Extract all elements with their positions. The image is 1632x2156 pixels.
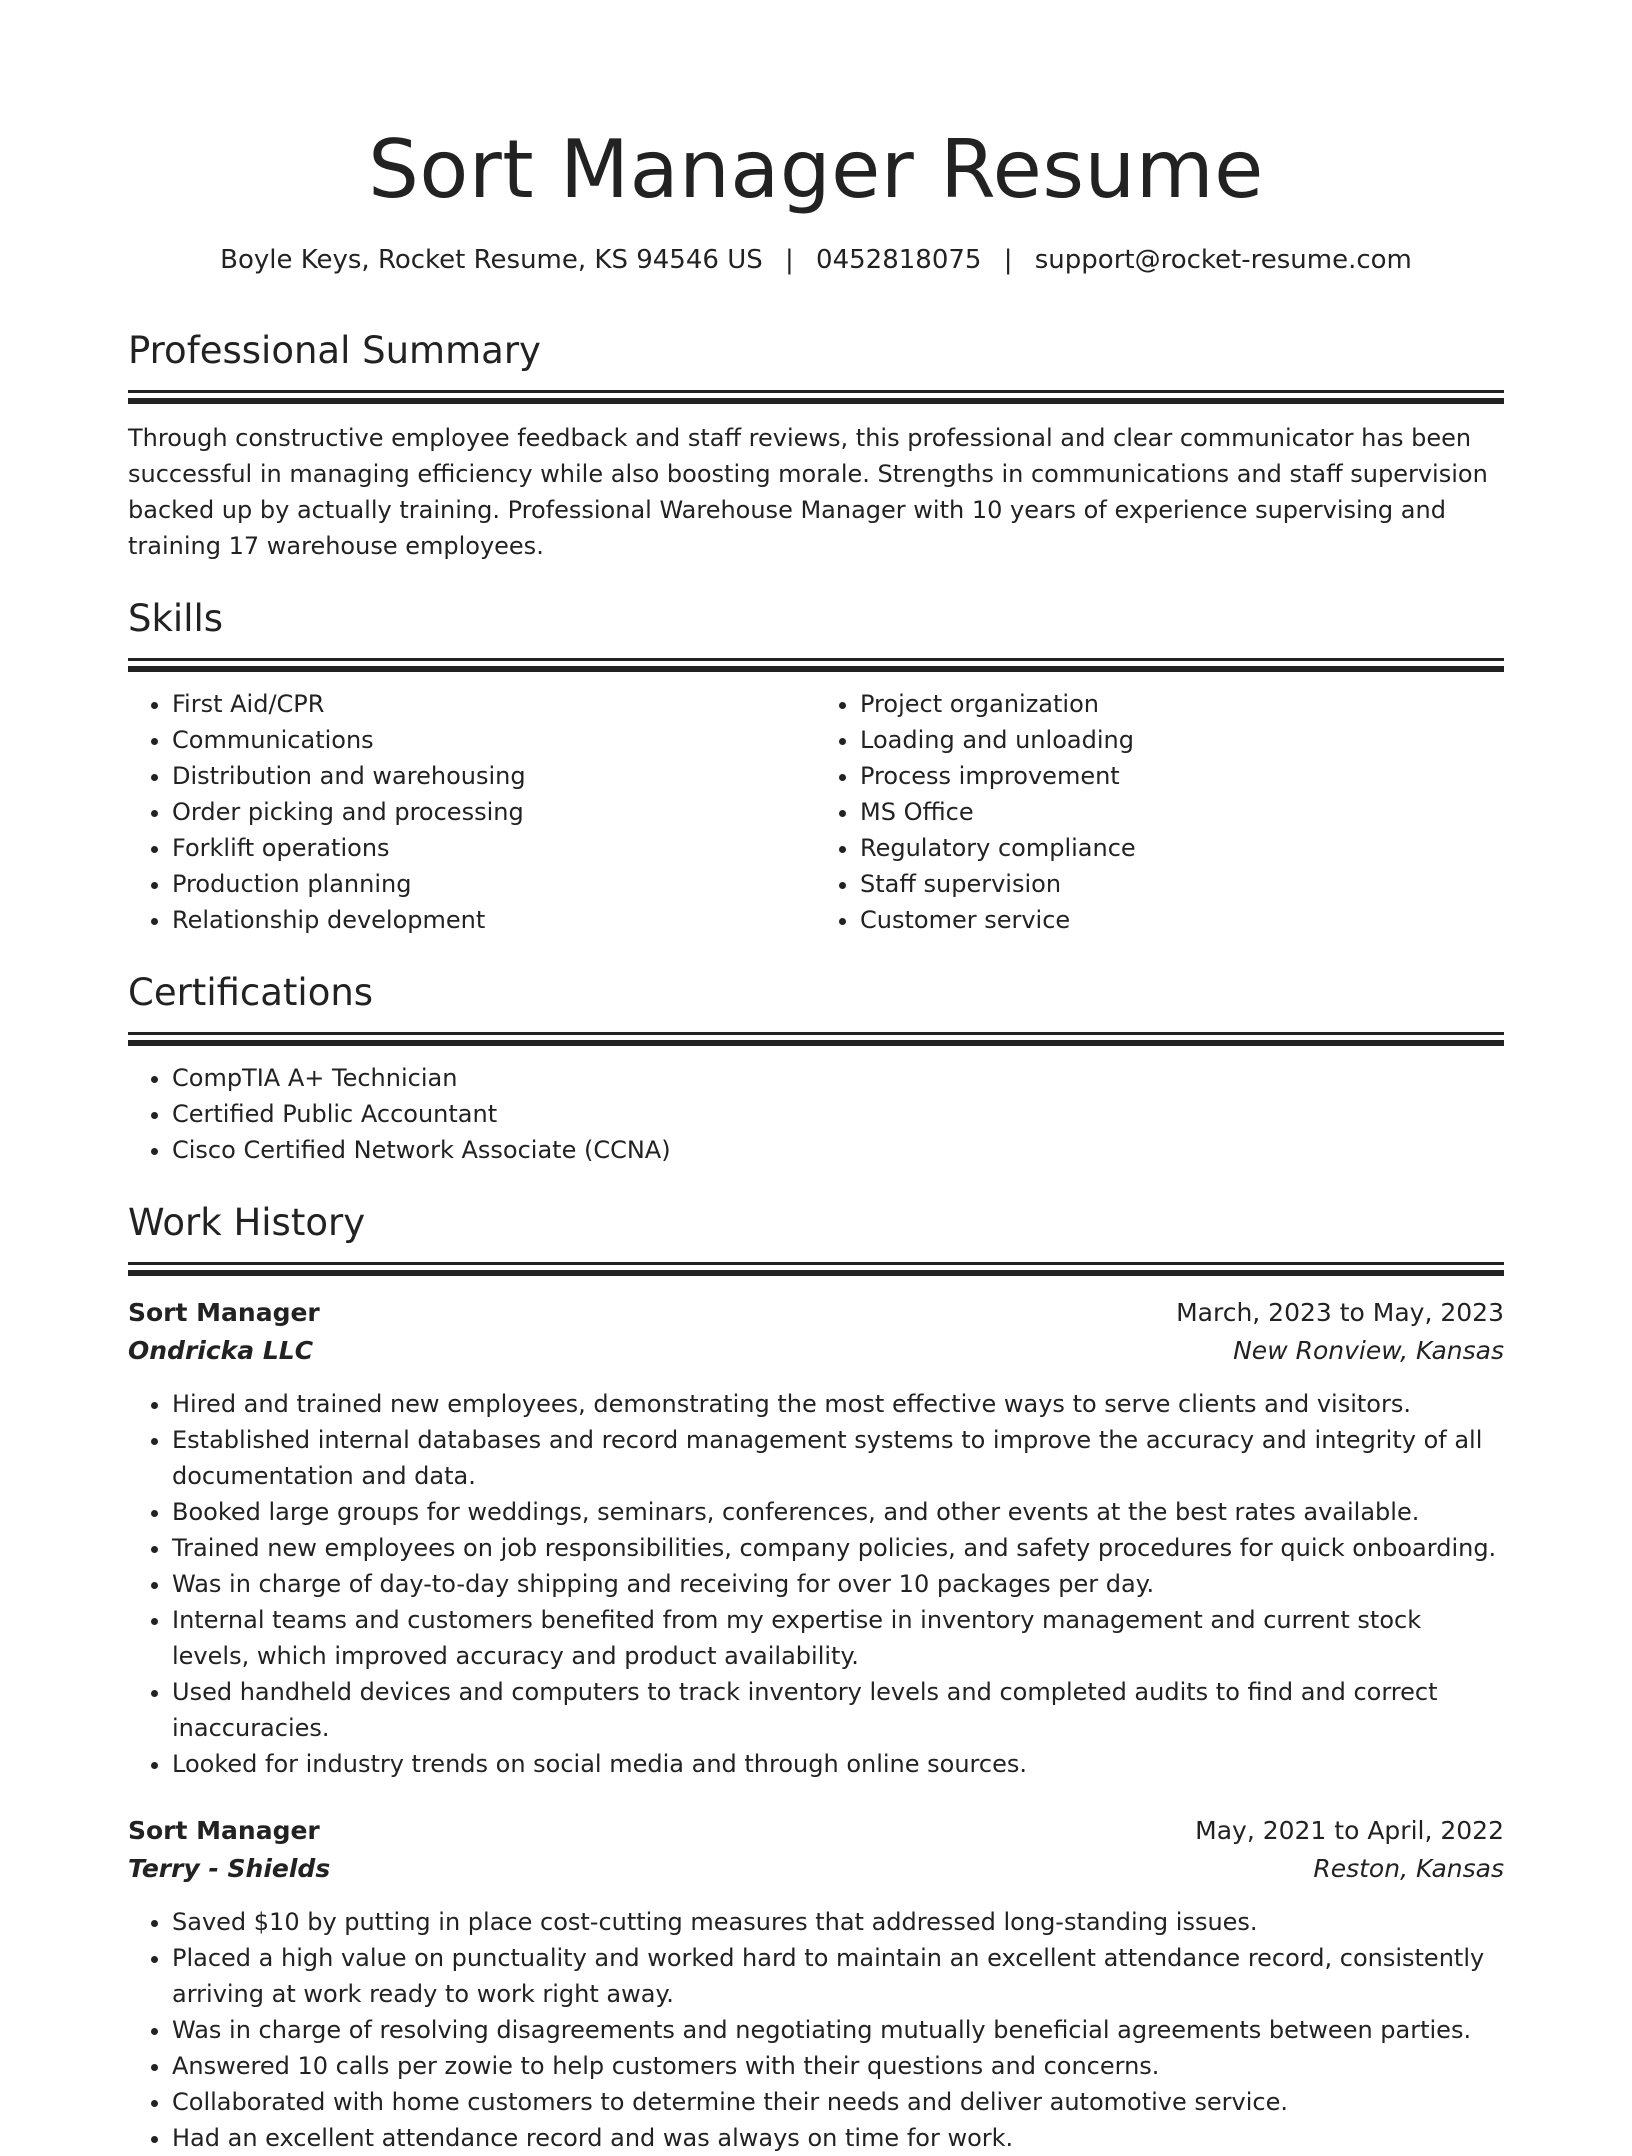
- job-company: Ondricka LLC: [128, 1336, 314, 1365]
- list-item: • Was in charge of resolving disagreements and negotiating mutually beneficial agreements between parties.: [172, 2012, 1504, 2048]
- job-location: New Ronview, Kansas: [1233, 1336, 1504, 1365]
- list-item: • Relationship development: [172, 902, 816, 938]
- list-item: • CompTIA A+ Technician: [172, 1060, 1504, 1096]
- list-item: • Internal teams and customers benefited from my expertise in inventory management and current stock levels, which improved accuracy and product availability.: [172, 1602, 1504, 1674]
- list-item: • Order picking and processing: [172, 794, 816, 830]
- list-item: • Collaborated with home customers to determine their needs and deliver automotive service.: [172, 2084, 1504, 2120]
- list-item: • Process improvement: [860, 758, 1504, 794]
- summary-text: Through constructive employee feedback and staff reviews, this professional and clear communicator has been successful in managing efficiency while also boosting morale. Strengths in communications and staff supervision backed up by actually training. Professional Warehouse Manager with 10 years of experience supervising and training 17 warehouse employees.: [128, 424, 1488, 560]
- page-title: Sort Manager Resume: [368, 123, 1264, 216]
- section-divider: [128, 666, 1504, 672]
- certifications-list: [128, 1060, 1504, 1168]
- resume-page: [128, 0, 1504, 2156]
- list-item: • Customer service: [860, 902, 1504, 938]
- section-divider: [128, 1262, 1504, 1265]
- contact-phone: 0452818075: [816, 245, 982, 275]
- job-location: Reston, Kansas: [1313, 1854, 1504, 1883]
- list-item: • Booked large groups for weddings, seminars, conferences, and other events at the best rates available.: [172, 1494, 1504, 1530]
- list-item: • Answered 10 calls per zowie to help customers with their questions and concerns.: [172, 2048, 1504, 2084]
- section-divider: [128, 1270, 1504, 1276]
- work-history-section: [128, 1198, 1504, 2156]
- contact-address: Boyle Keys, Rocket Resume, KS 94546 US: [220, 245, 763, 275]
- job-entry: [128, 1294, 1504, 1782]
- list-item: • Trained new employees on job responsibilities, company policies, and safety procedures for quick onboarding.: [172, 1530, 1504, 1566]
- list-item: • Established internal databases and record management systems to improve the accuracy and integrity of all documentation and data.: [172, 1422, 1504, 1494]
- job-title: Sort Manager: [128, 1816, 320, 1845]
- list-item: • Staff supervision: [860, 866, 1504, 902]
- section-divider: [128, 398, 1504, 404]
- summary-section: [128, 326, 1504, 564]
- certifications-section: [128, 968, 1504, 1168]
- list-item: • Had an excellent attendance record and was always on time for work.: [172, 2120, 1504, 2156]
- list-item: • Certified Public Accountant: [172, 1096, 1504, 1132]
- job-company: Terry - Shields: [128, 1854, 331, 1883]
- skills-section: [128, 594, 1504, 938]
- skills-list-left: [128, 686, 816, 938]
- list-item: • Production planning: [172, 866, 816, 902]
- list-item: • Loading and unloading: [860, 722, 1504, 758]
- list-item: • Was in charge of day-to-day shipping and receiving for over 10 packages per day.: [172, 1566, 1504, 1602]
- section-divider: [128, 1040, 1504, 1046]
- job-bullets: [128, 1386, 1504, 1782]
- job-bullets: [128, 1904, 1504, 2156]
- list-item: • Distribution and warehousing: [172, 758, 816, 794]
- job-header-row: [128, 1812, 1504, 1850]
- list-item: • Communications: [172, 722, 816, 758]
- certifications-heading: Certifications: [128, 971, 374, 1014]
- skills-list-right: [816, 686, 1504, 938]
- list-item: • MS Office: [860, 794, 1504, 830]
- section-divider: [128, 390, 1504, 393]
- section-divider: [128, 1032, 1504, 1035]
- list-item: • Saved $10 by putting in place cost-cutting measures that addressed long-standing issues.: [172, 1904, 1504, 1940]
- job-dates: March, 2023 to May, 2023: [1176, 1298, 1504, 1327]
- list-item: • Placed a high value on punctuality and worked hard to maintain an excellent attendance record, consistently arriving at work ready to work right away.: [172, 1940, 1504, 2012]
- section-divider: [128, 658, 1504, 661]
- job-title: Sort Manager: [128, 1298, 320, 1327]
- skills-heading: Skills: [128, 597, 224, 640]
- list-item: • Forklift operations: [172, 830, 816, 866]
- job-company-row: [128, 1850, 1504, 1888]
- job-header-row: [128, 1294, 1504, 1332]
- list-item: • Project organization: [860, 686, 1504, 722]
- list-item: • Hired and trained new employees, demonstrating the most effective ways to serve clients and visitors.: [172, 1386, 1504, 1422]
- list-item: • Used handheld devices and computers to track inventory levels and completed audits to find and correct inaccuracies.: [172, 1674, 1504, 1746]
- list-item: • Regulatory compliance: [860, 830, 1504, 866]
- skills-grid: [128, 686, 1504, 938]
- job-company-row: [128, 1332, 1504, 1370]
- summary-heading: Professional Summary: [128, 329, 541, 372]
- list-item: • First Aid/CPR: [172, 686, 816, 722]
- contact-separator: |: [1003, 245, 1013, 275]
- list-item: • Cisco Certified Network Associate (CCNA): [172, 1132, 1504, 1168]
- job-dates: May, 2021 to April, 2022: [1195, 1816, 1504, 1845]
- list-item: • Looked for industry trends on social media and through online sources.: [172, 1746, 1504, 1782]
- contact-email: support@rocket-resume.com: [1034, 245, 1412, 275]
- contact-line: [128, 242, 1504, 278]
- work-history-heading: Work History: [128, 1201, 366, 1244]
- job-entry: [128, 1812, 1504, 2156]
- contact-separator: |: [785, 245, 794, 275]
